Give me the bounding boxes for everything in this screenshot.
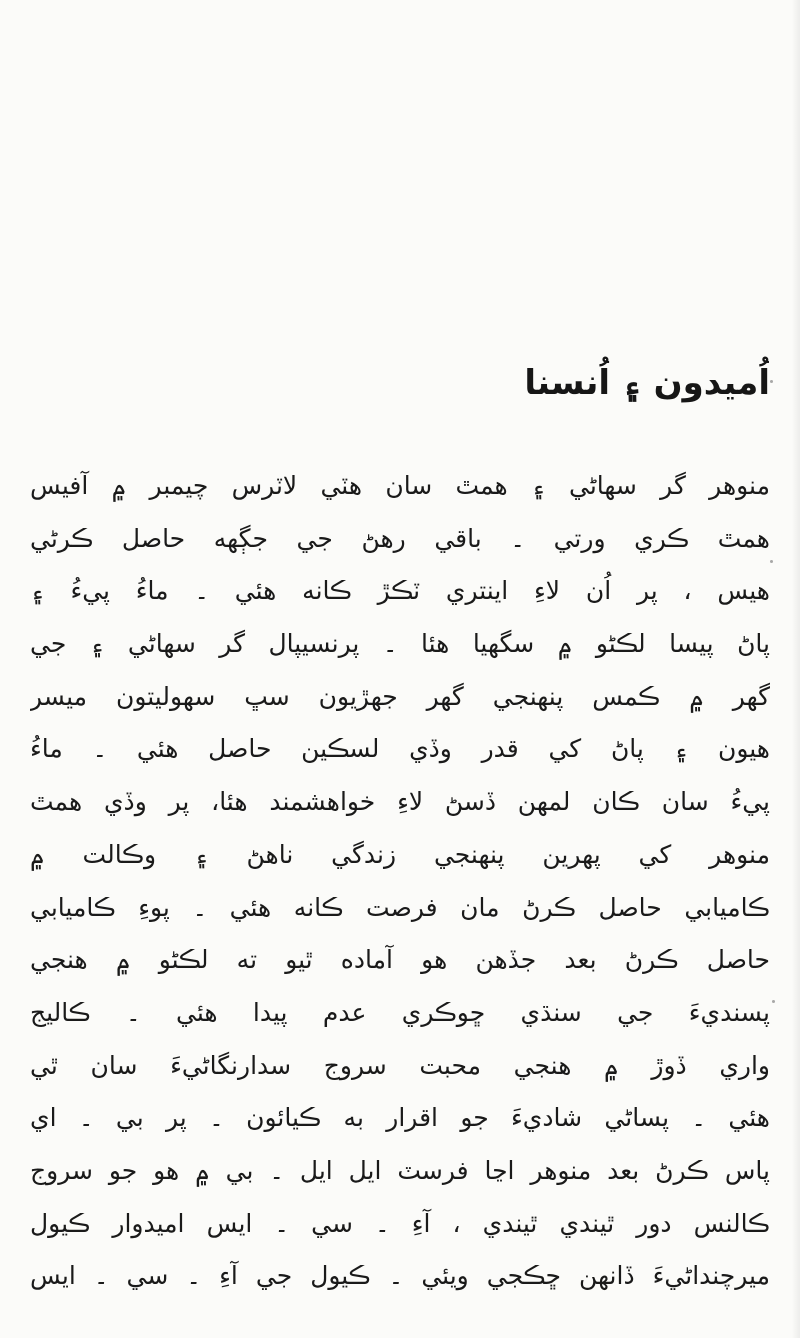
scan-speck bbox=[770, 380, 773, 383]
text-line: ميرچنداڻيءَ ڏانهن ڇڪجي ويئي ۔ ڪيول جي آءِ ۔ سي ۔ ايس bbox=[30, 1261, 770, 1291]
text-line: هئي ۔ پساڻي شاديءَ جو اقرار به ڪيائون ۔ پر بي ۔ اي bbox=[30, 1103, 770, 1133]
text-line: پسنديءَ جي سنڌي ڇوڪري عدم پيدا هئي ۔ ڪاليج bbox=[30, 997, 770, 1027]
text-line: هيون ۽ پاڻ کي قدر وڏي لسڪين حاصل هئي ۔ ماءُ bbox=[30, 734, 770, 764]
text-line: هيس ، پر اُن لاءِ اينتري ٽڪڙ ڪانه هئي ۔ ماءُ پيءُ ۽ bbox=[30, 576, 770, 606]
text-line: واري ڏوڙ ۾ هنجي محبت سروج سدارنگاڻيءَ سان ٿي bbox=[30, 1050, 770, 1080]
text-line: ڪاميابي حاصل ڪرڻ مان فرصت ڪانه هئي ۔ پوءِ ڪاميابي bbox=[30, 892, 770, 922]
text-line: همٿ ڪري ورتي ۔ باقي رهڻ جي جڳهه حاصل ڪرڻي bbox=[30, 523, 770, 553]
text-line: حاصل ڪرڻ بعد جڏهن هو آماده ٿيو ته لڪڻو ۾ هنجي bbox=[30, 945, 770, 975]
text-line: گهر ۾ ڪمس پنهنجي گهر جهڙيون سڀ سهوليتون ميسر bbox=[30, 681, 770, 711]
body-text bbox=[30, 460, 770, 1303]
scan-speck bbox=[772, 1000, 775, 1003]
page-edge-shadow bbox=[792, 0, 800, 1338]
chapter-title: اُميدون ۽ اُنسنا bbox=[524, 363, 770, 403]
text-line: منوهر کي پهرين پنهنجي زندگي ناهڻ ۽ وڪالت ۾ bbox=[30, 839, 770, 869]
text-line: پاڻ پيسا لڪڻو ۾ سگهيا هئا ۔ پرنسيپال گر سهاڻي ۽ جي bbox=[30, 629, 770, 659]
text-line: پاس ڪرڻ بعد منوهر اڃا فرسٽ ايل ايل ۔ بي ۾ هو جو سروج bbox=[30, 1155, 770, 1185]
text-line: ڪالنس دور ٿيندي ٿيندي ، آءِ ۔ سي ۔ ايس اميدوار ڪيول bbox=[30, 1208, 770, 1238]
scan-speck bbox=[770, 560, 773, 563]
text-line: منوهر گر سهاڻي ۽ همٿ سان هٽي لاٽرس چيمبر ۾ آفيس bbox=[30, 471, 770, 500]
text-line: پيءُ سان ڪان لمهن ڏسڻ لاءِ خواهشمند هئا، پر وڏي همٿ bbox=[30, 787, 770, 817]
